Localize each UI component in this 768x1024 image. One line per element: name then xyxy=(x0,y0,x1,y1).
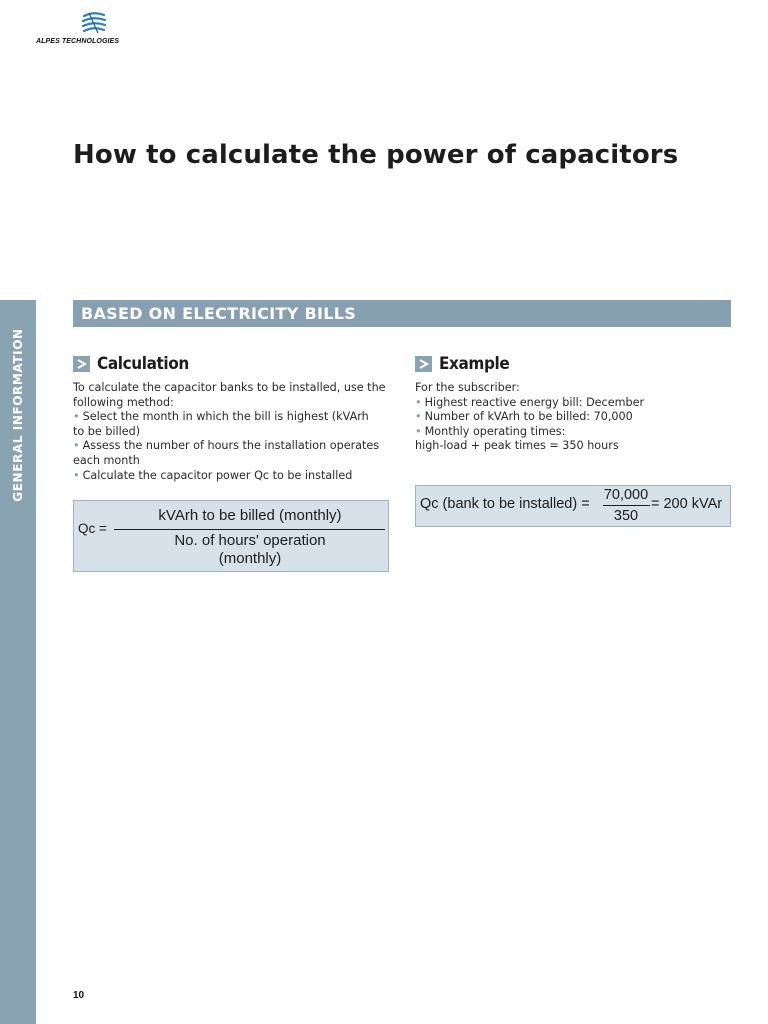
fraction-bar xyxy=(114,529,385,530)
intro-line: For the subscriber: xyxy=(415,381,520,394)
intro-line: following method: xyxy=(73,395,174,409)
formula-lhs: Qc = xyxy=(78,521,107,536)
formula-lhs: Qc (bank to be installed) = xyxy=(420,496,590,512)
list-item: • Monthly operating times: xyxy=(415,424,566,438)
formula-denominator: No. of hours' operation (monthly) xyxy=(174,532,326,567)
example-column xyxy=(415,352,731,454)
company-logo xyxy=(36,10,136,50)
bullet-icon: • xyxy=(415,395,422,409)
trailing-line: high-load + peak times = 350 hours xyxy=(415,439,619,453)
logo-text: ALPES TECHNOLOGIES xyxy=(36,38,120,45)
example-formula-box xyxy=(415,485,731,527)
calculation-heading xyxy=(73,352,389,376)
formula-numerator: kVArh to be billed (monthly) xyxy=(158,507,342,524)
bullet-icon: • xyxy=(73,410,80,424)
list-item-continuation: each month xyxy=(73,453,140,467)
list-item: • Highest reactive energy bill: December xyxy=(415,395,645,409)
example-heading xyxy=(415,352,731,376)
example-body xyxy=(415,381,731,454)
list-item: • Select the month in which the bill is highest (kVArh xyxy=(73,410,369,424)
chevron-right-icon xyxy=(73,356,90,372)
chevron-right-icon xyxy=(415,356,432,372)
bullet-icon: • xyxy=(73,468,80,482)
side-section-label: GENERAL INFORMATION xyxy=(11,328,25,502)
bullet-icon: • xyxy=(415,410,422,424)
list-item: • Assess the number of hours the installation operates xyxy=(73,439,380,453)
formula-result: = 200 kVAr xyxy=(651,496,723,512)
calculation-body xyxy=(73,381,389,483)
bullet-icon: • xyxy=(73,439,80,453)
calculation-column xyxy=(73,352,389,483)
section-header-bar xyxy=(73,300,731,327)
list-item: • Number of kVArh to be billed: 70,000 xyxy=(415,410,633,424)
page-title: How to calculate the power of capacitors xyxy=(73,140,679,170)
calculation-title: Calculation xyxy=(97,354,189,374)
calculation-formula-box xyxy=(73,500,389,572)
formula-denominator: 350 xyxy=(613,508,639,524)
page-number: 10 xyxy=(73,990,85,1001)
logo-mark-icon xyxy=(80,10,108,36)
formula-numerator: 70,000 xyxy=(603,487,649,503)
intro-line: To calculate the capacitor banks to be installed, use the xyxy=(73,381,386,394)
section-title: BASED ON ELECTRICITY BILLS xyxy=(81,304,357,323)
fraction-bar xyxy=(603,505,650,506)
list-item-continuation: to be billed) xyxy=(73,424,141,438)
example-title: Example xyxy=(439,354,510,374)
bullet-icon: • xyxy=(415,424,422,438)
list-item: • Calculate the capacitor power Qc to be installed xyxy=(73,468,353,482)
